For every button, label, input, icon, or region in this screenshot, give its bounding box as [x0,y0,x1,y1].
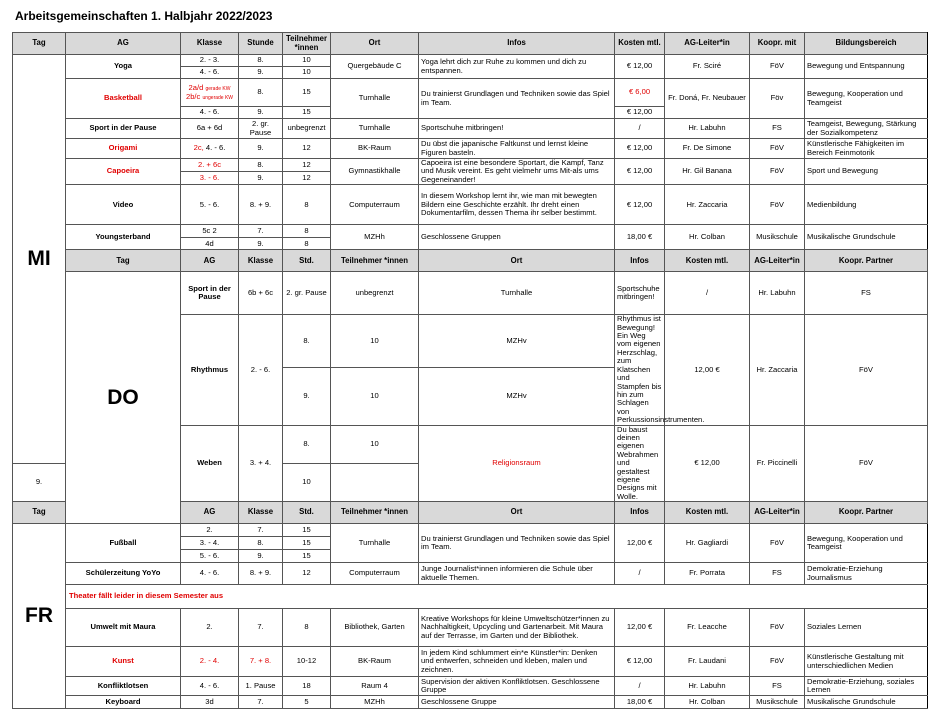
klasse-cell: 2. [181,524,239,537]
stunde-cell: 8. [239,537,283,550]
stunde-cell: 8. [239,79,283,107]
teilnehmer-cell: 15 [283,79,331,107]
stunde-cell: 2. gr. Pause [239,119,283,139]
ag-name: Youngsterband [66,225,181,250]
header-cell: Koopr. mit [750,33,805,55]
ag-name: Keyboard [66,696,181,709]
klasse-cell: 4. - 6. [181,107,239,119]
leiter-cell: Hr. Colban [665,696,750,709]
teilnehmer-cell: 8 [283,609,331,647]
klasse-cell: 5c 2 [181,225,239,238]
header-cell: Infos [419,33,615,55]
klasse-cell [181,79,239,107]
teilnehmer-cell: 15 [283,550,331,563]
table-row [13,225,928,238]
ag-name: Rhythmus [181,315,239,425]
klasse-note: ungerade KW [202,94,234,101]
stunde-cell: 7. [239,524,283,537]
ort-cell: Computerraum [331,185,419,225]
bildungsbereich-cell: Demokratie-Erziehung, soziales Lernen [805,677,928,696]
kooperation-cell: FS [805,272,928,315]
header-cell: Std. [283,250,331,272]
klasse-cell: 2. + 6c [181,159,239,172]
table-row [13,139,928,159]
stunde-cell: 9. [239,67,283,79]
ort-cell: MZHh [331,696,419,709]
bildungsbereich-cell: Soziales Lernen [805,609,928,647]
ag-name: Konfliktlotsen [66,677,181,696]
table-row [13,609,928,647]
header-cell: Ort [419,502,615,524]
stunde-cell: 9. [239,238,283,250]
ag-name: Sport in der Pause [181,272,239,315]
header-cell: Infos [615,250,665,272]
info-cell: Du übst die japanische Faltkunst und lernst kleine Figuren basteln. [419,139,615,159]
klasse-cell: 3d [181,696,239,709]
info-cell: Rhythmus ist Bewegung! Ein Weg vom eigenen Herzschlag, zum Klatschen und Stampfen bis hin zum Schlagen von Perkussionsinstrumenten. [615,315,665,425]
kosten-cell: 18,00 € [615,225,665,250]
teilnehmer-cell: 10 [331,368,419,425]
klasse-note: gerade KW [205,86,231,93]
header-cell: Infos [615,502,665,524]
kosten-cell: € 12,00 [615,159,665,185]
info-cell: Geschlossene Gruppen [419,225,615,250]
kooperation-cell: Föv [750,79,805,119]
ag-name: Schülerzeitung YoYo [66,563,181,585]
ag-name: Kunst [66,647,181,677]
bildungsbereich-cell: Bewegung, Kooperation und Teamgeist [805,79,928,119]
ag-name: Basketball [66,79,181,119]
header-cell: Klasse [181,33,239,55]
klasse-value: 2a/d [188,83,204,93]
klasse-cell: 4d [181,238,239,250]
ort-cell: Turnhalle [331,119,419,139]
header-cell: Klasse [239,502,283,524]
header-cell: Bildungsbereich [805,33,928,55]
info-cell: Yoga lehrt dich zur Ruhe zu kommen und dich zu entspannen. [419,55,615,79]
header-cell: AG [66,33,181,55]
teilnehmer-cell: 8 [283,238,331,250]
info-cell: In jedem Kind schlummert ein*e Künstler*in: Denken und entwerfen, schneiden und kleben, malen und zeichnen. [419,647,615,677]
header-cell: AG-Leiter*in [665,33,750,55]
bildungsbereich-cell: Bewegung, Kooperation und Teamgeist [805,524,928,563]
kosten-cell: € 12,00 [615,185,665,225]
teilnehmer-cell: 18 [283,677,331,696]
ort-cell: Turnhalle [331,524,419,563]
ag-name: Fußball [66,524,181,563]
leiter-cell: Hr. Labuhn [665,677,750,696]
kosten-cell: € 12,00 [615,107,665,119]
stunde-cell: 8. [283,425,331,463]
header-cell: Kosten mtl. [615,33,665,55]
bildungsbereich-cell: Künstlerische Fähigkeiten im Bereich Feinmotorik [805,139,928,159]
leiter-cell: Fr. Laudani [665,647,750,677]
klasse-value: 2c, [193,143,204,153]
teilnehmer-cell: 15 [283,537,331,550]
info-cell: Junge Journalist*innen informieren die Schule über aktuelle Themen. [419,563,615,585]
teilnehmer-cell: 8 [283,185,331,225]
table-row [13,524,928,537]
teilnehmer-cell: 10 [283,67,331,79]
table-row [13,185,928,225]
ort-cell: Turnhalle [419,272,615,315]
leiter-cell: Fr. De Simone [665,139,750,159]
header-row-do [13,250,928,272]
teilnehmer-cell: 5 [283,696,331,709]
klasse-cell: 6a + 6d [181,119,239,139]
info-cell: Kreative Workshops für kleine Umweltschützer*innen zu Nachhaltigkeit, Upcycling und Gartenarbeit. Mit Maura auf der Terrasse, im Garten und der Bibliothek. [419,609,615,647]
teilnehmer-cell: 15 [283,524,331,537]
header-cell: Stunde [239,33,283,55]
day-label-fr: FR [13,524,66,709]
kooperation-cell: FöV [750,185,805,225]
bildungsbereich-cell: Sport und Bewegung [805,159,928,185]
stunde-cell: 9. [239,172,283,185]
stunde-cell: 8. [239,159,283,172]
leiter-cell: Hr. Labuhn [665,119,750,139]
ort-cell: MZHv [419,368,615,425]
header-cell: Tag [13,502,66,524]
table-row [13,272,928,315]
bildungsbereich-cell: Medienbildung [805,185,928,225]
table-row [13,55,928,67]
stunde-cell: 9. [13,463,66,501]
klasse-cell: 2. - 3. [181,55,239,67]
ort-cell: Raum 4 [331,677,419,696]
klasse-cell: 3. + 4. [239,425,283,502]
leiter-cell: Fr. Porrata [665,563,750,585]
leiter-cell: Fr. Piccinelli [750,425,805,502]
ort-cell: MZHh [331,225,419,250]
kooperation-cell: Musikschule [750,696,805,709]
kooperation-cell: Musikschule [750,225,805,250]
kooperation-cell: FS [750,677,805,696]
stunde-cell: 2. gr. Pause [283,272,331,315]
bildungsbereich-cell: Demokratie-Erziehung Journalismus [805,563,928,585]
header-cell: Kosten mtl. [665,502,750,524]
ag-name: Umwelt mit Maura [66,609,181,647]
ag-name: Sport in der Pause [66,119,181,139]
stunde-cell: 9. [239,107,283,119]
info-cell: Supervision der aktiven Konfliktlotsen. Geschlossene Gruppe [419,677,615,696]
kosten-cell: € 12,00 [615,647,665,677]
ag-name: Weben [181,425,239,502]
table-row [13,647,928,677]
stunde-cell: 9. [239,550,283,563]
kooperation-cell: FöV [805,315,928,425]
kosten-cell: / [665,272,750,315]
leiter-cell: Hr. Colban [665,225,750,250]
info-cell: Sportschuhe mitbringen! [419,119,615,139]
header-cell: Std. [283,502,331,524]
header-cell: Ort [331,33,419,55]
kooperation-cell: FöV [750,139,805,159]
kosten-cell: / [615,677,665,696]
header-cell: Kosten mtl. [665,250,750,272]
klasse-cell: 2. - 4. [181,647,239,677]
teilnehmer-cell: 10-12 [283,647,331,677]
table-row [13,159,928,172]
kosten-cell: € 12,00 [665,425,750,502]
info-cell: Du trainierst Grundlagen und Techniken sowie das Spiel im Team. [419,524,615,563]
stunde-cell: 7. [239,609,283,647]
table-row [13,585,928,609]
ort-cell: Gymnastikhalle [331,159,419,185]
ag-name: Origami [66,139,181,159]
stunde-cell: 7. [239,696,283,709]
klasse-cell: 4. - 6. [181,677,239,696]
kosten-cell: € 12,00 [615,139,665,159]
info-cell: Sportschuhe mitbringen! [615,272,665,315]
bildungsbereich-cell: Künstlerische Gestaltung mit unterschiedlichen Medien [805,647,928,677]
kosten-cell: € 6,00 [615,79,665,107]
kooperation-cell: FöV [750,159,805,185]
ag-schedule-table [12,32,928,709]
klasse-value: 2b/c [185,91,201,101]
leiter-cell: Fr. Doná, Fr. Neubauer [665,79,750,119]
ort-cell: Religionsraum [419,425,615,502]
ort-cell: Quergebäude C [331,55,419,79]
header-cell: Teilnehmer *innen [331,250,419,272]
ort-cell: Turnhalle [331,79,419,119]
kosten-cell: 18,00 € [615,696,665,709]
kosten-cell: 12,00 € [615,524,665,563]
header-cell: Tag [13,33,66,55]
table-row [13,79,928,107]
ort-cell: Computerraum [331,563,419,585]
table-row [13,119,928,139]
kosten-cell: / [615,563,665,585]
header-cell: Koopr. Partner [805,502,928,524]
teilnehmer-cell: 10 [331,425,419,463]
document-title: Arbeitsgemeinschaften 1. Halbjahr 2022/2023 [15,9,273,23]
klasse-cell: 3. - 4. [181,537,239,550]
stunde-cell: 9. [239,139,283,159]
kosten-cell: 12,00 € [615,609,665,647]
bildungsbereich-cell: Bewegung und Entspannung [805,55,928,79]
stunde-cell: 7. [239,225,283,238]
teilnehmer-cell: 8 [283,225,331,238]
bildungsbereich-cell: Musikalische Grundschule [805,225,928,250]
ort-cell: MZHv [419,315,615,368]
teilnehmer-cell: unbegrenzt [331,272,419,315]
leiter-cell: Hr. Zaccaria [750,315,805,425]
ag-name: Capoeira [66,159,181,185]
teilnehmer-cell: 12 [283,139,331,159]
kosten-cell: € 12,00 [615,55,665,79]
teilnehmer-cell: 12 [283,172,331,185]
stunde-cell: 8. + 9. [239,185,283,225]
teilnehmer-cell: unbegrenzt [283,119,331,139]
teilnehmer-cell: 10 [283,463,331,501]
stunde-cell: 8. + 9. [239,563,283,585]
kooperation-cell: FöV [750,609,805,647]
kooperation-cell: FöV [805,425,928,502]
leiter-cell: Fr. Sciré [665,55,750,79]
header-cell: AG [181,502,239,524]
leiter-cell: Hr. Labuhn [750,272,805,315]
info-cell: Du trainierst Grundlagen und Techniken sowie das Spiel im Team. [419,79,615,119]
ort-cell: Bibliothek, Garten [331,609,419,647]
bildungsbereich-cell: Musikalische Grundschule [805,696,928,709]
klasse-cell: 3. - 6. [181,172,239,185]
ort-cell: BK-Raum [331,647,419,677]
kooperation-cell: FS [750,119,805,139]
ort-cell: BK-Raum [331,139,419,159]
kooperation-cell: FS [750,563,805,585]
header-cell: Ort [419,250,615,272]
stunde-cell: 8. [283,315,331,368]
teilnehmer-cell: 12 [283,159,331,172]
header-cell: AG [181,250,239,272]
kosten-cell: 12,00 € [665,315,750,425]
header-cell: Teilnehmer *innen [283,33,331,55]
klasse-cell: 2. [181,609,239,647]
teilnehmer-cell: 12 [283,563,331,585]
kooperation-cell: FöV [750,524,805,563]
ag-name: Video [66,185,181,225]
stunde-cell: 1. Pause [239,677,283,696]
stunde-cell: 8. [239,55,283,67]
header-cell: AG-Leiter*in [750,502,805,524]
table-row [13,677,928,696]
klasse-cell: 4. - 6. [181,67,239,79]
klasse-cell: 4. - 6. [181,563,239,585]
stunde-cell: 9. [283,368,331,425]
day-label-mi: MI [13,55,66,464]
header-cell: Klasse [239,250,283,272]
kooperation-cell: FöV [750,55,805,79]
header-cell: Tag [66,250,181,272]
info-cell: Du baust deinen eigenen Webrahmen und gestaltest eigene Designs mit Wolle. [615,425,665,502]
klasse-cell: 2. - 6. [239,315,283,425]
teilnehmer-cell: 10 [331,315,419,368]
klasse-cell: 6b + 6c [239,272,283,315]
teilnehmer-cell: 15 [283,107,331,119]
info-cell: In diesem Workshop lernt ihr, wie man mit bewegten Bildern eine Geschichte erzählt. Ihr dreht einen Dokumentarfilm, dessen Thema ihr selber bestimmt. [419,185,615,225]
klasse-cell: 5. - 6. [181,185,239,225]
ag-name: Yoga [66,55,181,79]
info-cell: Geschlossene Gruppe [419,696,615,709]
teilnehmer-cell: 10 [283,55,331,67]
klasse-value: 4. - 6. [203,143,226,153]
leiter-cell: Fr. Leacche [665,609,750,647]
leiter-cell: Hr. Zaccaria [665,185,750,225]
klasse-cell [181,139,239,159]
header-row-mi [13,33,928,55]
table-row [13,696,928,709]
klasse-cell: 5. - 6. [181,550,239,563]
cancellation-notice: Theater fällt leider in diesem Semester aus [66,585,928,609]
header-cell: Koopr. Partner [805,250,928,272]
leiter-cell: Hr. Gil Banana [665,159,750,185]
bildungsbereich-cell: Teamgeist, Bewegung, Stärkung der Sozialkompetenz [805,119,928,139]
stunde-cell: 7. + 8. [239,647,283,677]
day-label-do: DO [66,272,181,524]
info-cell: Capoeira ist eine besondere Sportart, die Kampf, Tanz und Musik vereint. Es geht vielmehr ums Mit-als ums Gegeneinander! [419,159,615,185]
leiter-cell: Hr. Gagliardi [665,524,750,563]
kosten-cell: / [615,119,665,139]
table-row [13,563,928,585]
header-cell: AG-Leiter*in [750,250,805,272]
kooperation-cell: FöV [750,647,805,677]
header-cell: Teilnehmer *innen [331,502,419,524]
